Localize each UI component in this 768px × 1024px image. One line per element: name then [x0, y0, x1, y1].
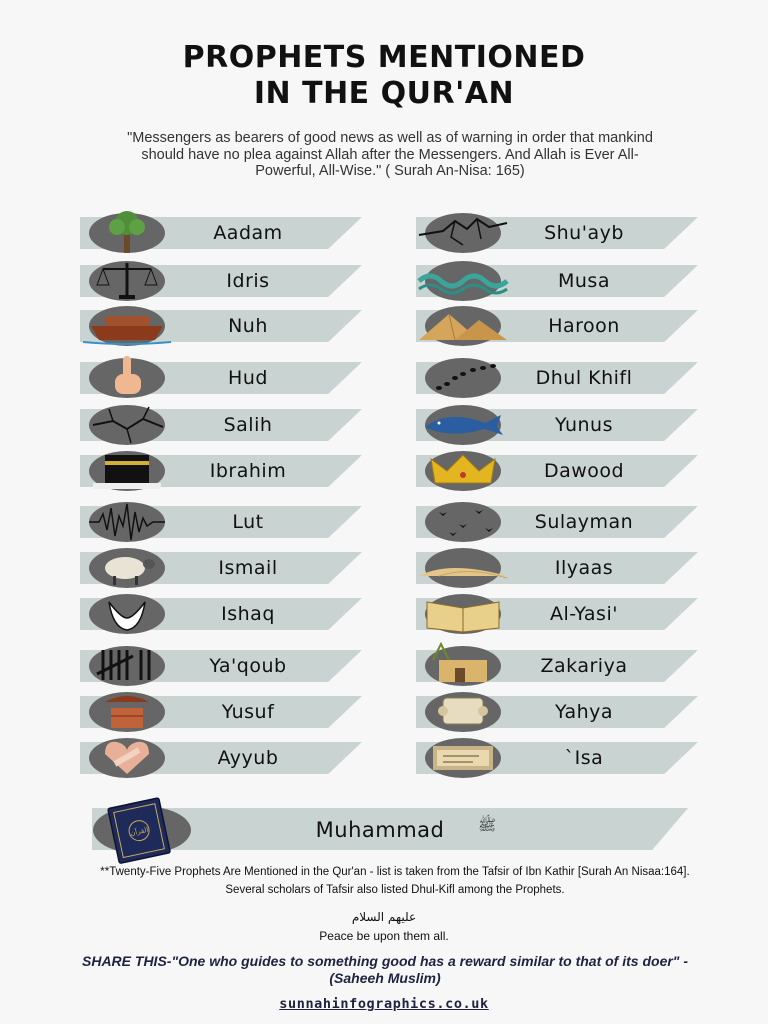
waves-icon — [425, 261, 501, 301]
open-book-icon — [425, 594, 501, 634]
tally-marks-icon — [89, 646, 165, 686]
footnote: **Twenty-Five Prophets Are Mentioned in the Qur'an - list is taken from the Tafsir of Ibn Kathir [Surah An Nisaa:164]. Several scholars of Tafsir also listed Dhul-Kifl among the Prophets. — [100, 866, 690, 896]
prophet-name: Ibrahim — [209, 460, 287, 482]
title-line-2: IN THE QUR'AN — [253, 76, 515, 111]
website-link[interactable]: sunnahinfographics.co.uk — [279, 996, 489, 1012]
birds-icon — [425, 502, 501, 542]
prophet-name-muhammad: Muhammad — [315, 818, 445, 842]
prophet-name: Ismail — [218, 557, 278, 579]
prophet-name: Musa — [558, 270, 610, 292]
prophet-name: Haroon — [548, 315, 620, 337]
ark-icon — [89, 306, 165, 346]
pyramids-icon — [425, 306, 501, 346]
prophet-name: Hud — [228, 367, 268, 389]
whale-icon — [425, 405, 501, 445]
title-line-1: PROPHETS MENTIONED — [182, 40, 586, 75]
temple-icon — [425, 646, 501, 686]
kaaba-icon — [89, 451, 165, 491]
quran-book-label: القرآن — [129, 825, 150, 838]
prophet-name: Shu'ayb — [544, 222, 624, 244]
seismic-wave-icon — [89, 502, 165, 542]
prophet-name: Yusuf — [221, 701, 275, 723]
prophet-name: Al-Yasi' — [550, 603, 618, 625]
cracked-ground-icon — [89, 405, 165, 445]
scroll-icon — [425, 692, 501, 732]
prophet-name: Yahya — [554, 701, 614, 723]
prophet-name: Dawood — [543, 460, 625, 482]
prophet-name: Aadam — [213, 222, 283, 244]
footsteps-icon — [425, 358, 501, 398]
scales-icon — [89, 261, 165, 301]
manuscript-icon — [425, 738, 501, 778]
prophet-name: Ilyaas — [554, 557, 614, 579]
prophet-name: Sulayman — [534, 511, 634, 533]
share-text: SHARE THIS-"One who guides to something good has a reward similar to that of its doer" - (Saheeh Muslim) — [82, 953, 688, 986]
prophet-name: Lut — [232, 511, 264, 533]
quran-icon — [93, 806, 191, 854]
bandaged-heart-icon — [89, 738, 165, 778]
crown-icon — [425, 451, 501, 491]
prophet-name: Zakariya — [540, 655, 628, 677]
crack-icon — [425, 213, 501, 253]
desert-icon — [425, 548, 501, 588]
prophet-name: Ayyub — [217, 747, 279, 769]
prophet-name: Salih — [223, 414, 273, 436]
prophet-name: Nuh — [228, 315, 268, 337]
pointing-finger-icon — [89, 358, 165, 398]
well-icon — [89, 692, 165, 732]
honorific-glyph: ﷺ — [478, 816, 497, 834]
page-title — [0, 40, 768, 112]
prophet-name: `Isa — [564, 747, 604, 769]
peace-text: Peace be upon them all. — [319, 929, 449, 943]
quran-quote: "Messengers as bearers of good news as well as of warning in order that mankind should have no plea against Allah after the Messengers. And Allah is Ever All-Powerful, All-Wise." ( Surah An-Nisa: 165) — [127, 130, 653, 179]
prophet-name: Ya'qoub — [209, 655, 287, 677]
prophet-name: Dhul Khifl — [535, 367, 633, 389]
sheep-icon — [89, 548, 165, 588]
praying-hands-icon — [89, 594, 165, 634]
prophet-name: Ishaq — [221, 603, 275, 625]
prophet-name: Idris — [226, 270, 270, 292]
prophet-name: Yunus — [555, 414, 613, 436]
arabic-blessing: عليهم السلام — [351, 910, 417, 924]
tree-icon — [89, 213, 165, 253]
